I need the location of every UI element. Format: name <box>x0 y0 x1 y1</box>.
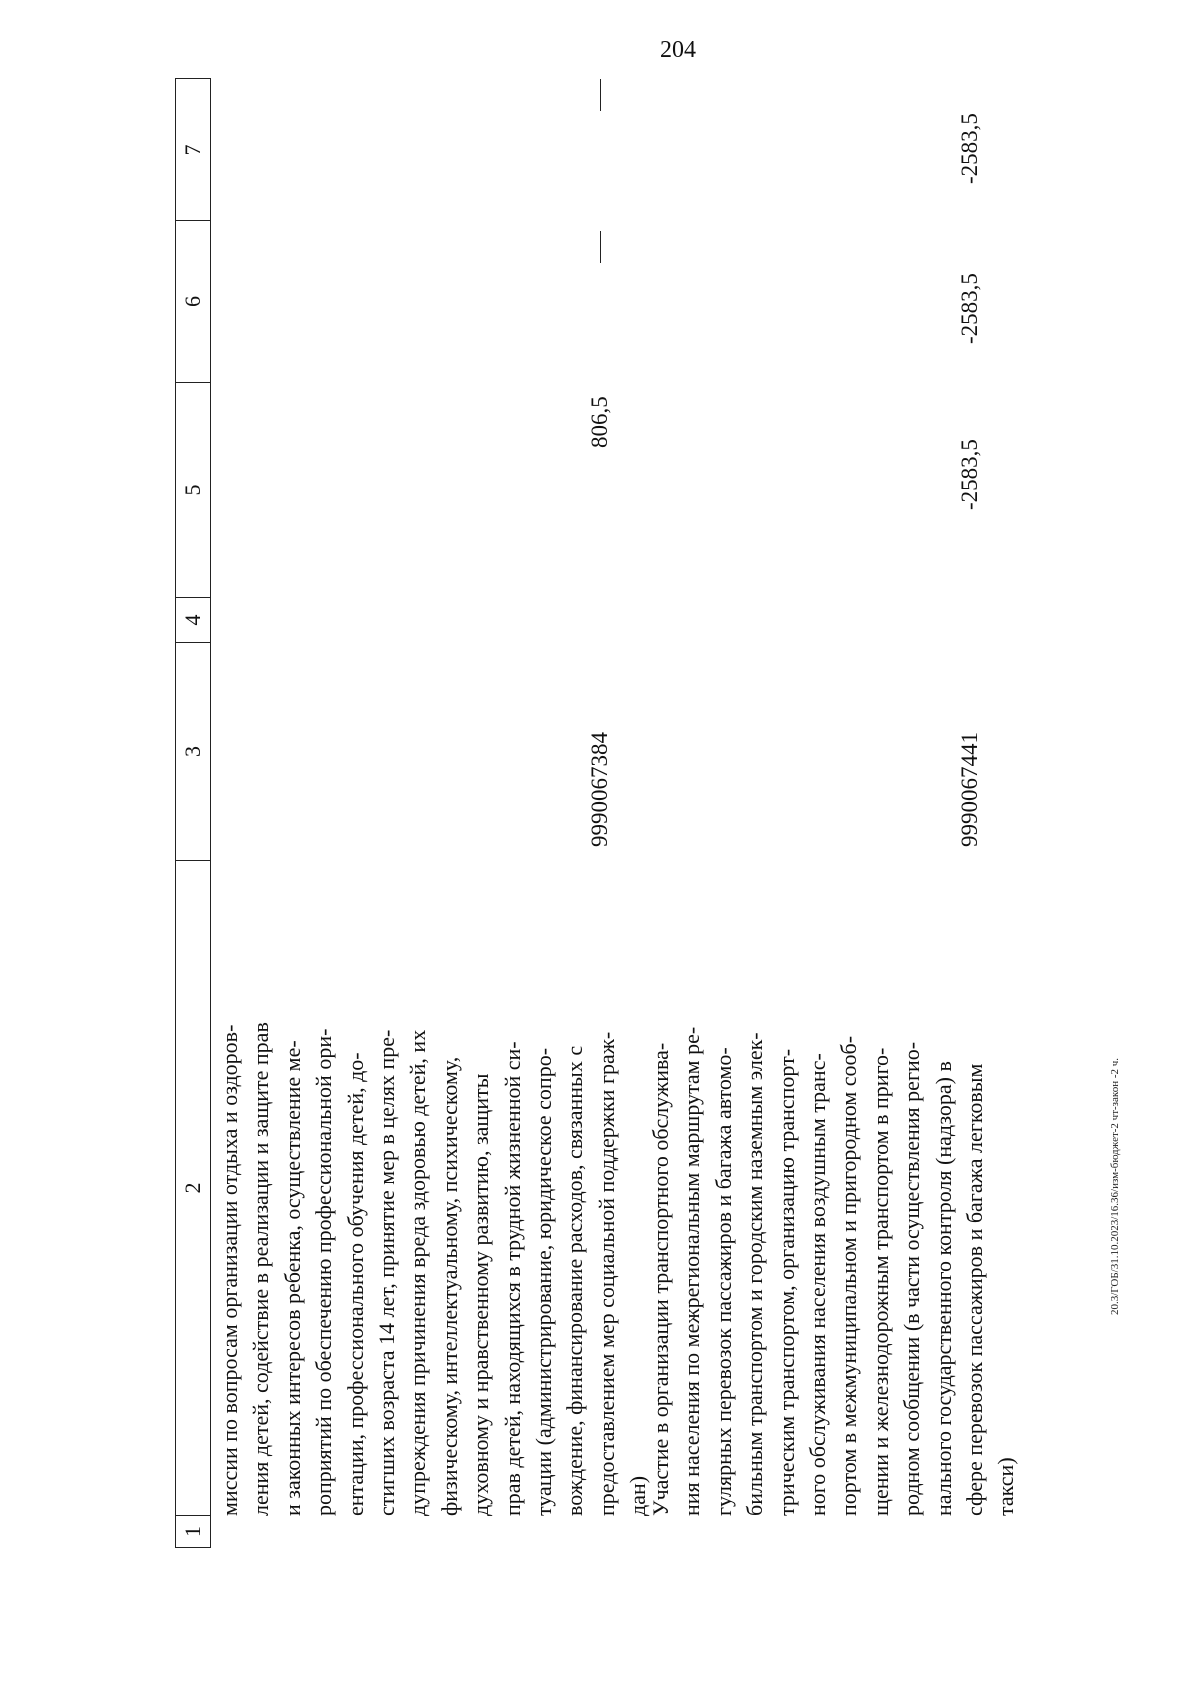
text-line: ния населения по межрегиональным маршрутам ре- <box>679 1026 705 1516</box>
text-line: портом в межмуниципальном и пригородном сооб- <box>836 1035 862 1516</box>
text-line: и законных интересов ребенка, осуществление ме- <box>279 1040 305 1516</box>
row-2-col6: -2583,5 <box>957 273 982 344</box>
text-line: сфере перевозок пассажиров и багажа легковым <box>962 1063 988 1516</box>
row-1-code: 9990067384 <box>587 732 612 847</box>
text-line: бильным транспортом и городским наземным элек- <box>742 1032 768 1516</box>
row-2-col7: -2583,5 <box>957 113 982 184</box>
document-footer: 20.3/ГОБ/31.10.2023/16.36/изм-бюджет-2 чт-закон -2 ч. <box>1109 1057 1121 1315</box>
header-cell-3: 3 <box>176 642 210 860</box>
row-1-col5: 806,5 <box>587 396 612 448</box>
text-line: дан) <box>625 1475 651 1516</box>
row-2-description <box>645 861 1022 1516</box>
header-cell-4: 4 <box>176 597 210 642</box>
text-line: миссии по вопросам организации отдыха и оздоров- <box>217 1024 242 1516</box>
text-line: Участие в организации транспортного обслужива- <box>648 1042 673 1516</box>
header-cell-6: 6 <box>176 220 210 382</box>
text-line: прав детей, находящихся в трудной жизненной си- <box>499 1041 525 1516</box>
text-line: стигших возраста 14 лет, принятие мер в целях пре- <box>374 1029 400 1516</box>
header-cell-5: 5 <box>176 382 210 597</box>
text-line: ления детей, содействие в реализации и защите прав <box>248 1022 274 1516</box>
text-line: нального государственного контроля (надзора) в <box>930 1061 956 1516</box>
text-line: гулярных перевозок пассажиров и багажа автомо- <box>710 1047 736 1516</box>
text-line: дупреждения причинения вреда здоровью детей, их <box>405 1029 431 1516</box>
row-2-col5: -2583,5 <box>957 439 982 510</box>
text-line: ного обслуживания населения воздушным транс- <box>805 1053 831 1516</box>
header-cell-1: 1 <box>176 1515 210 1547</box>
budget-table <box>175 76 1095 1548</box>
row-1-description <box>214 861 654 1516</box>
text-line: ентации, профессионального обучения детей, до- <box>342 1052 368 1516</box>
text-line: туации (администрирование, юридическое сопро- <box>531 1047 557 1516</box>
text-line: вождение, финансирование расходов, связанных с <box>562 1045 588 1516</box>
text-line: физическому, интеллектуальному, психическому, <box>436 1056 462 1516</box>
text-line: родном сообщении (в части осуществления регио- <box>899 1041 925 1516</box>
row-1-col6-dash <box>600 231 601 263</box>
row-1-col7-dash <box>600 79 601 111</box>
header-cell-7: 7 <box>180 144 205 156</box>
text-line: роприятий по обеспечению профессиональной ори- <box>311 1028 337 1516</box>
text-line: такси) <box>993 1457 1019 1516</box>
page-number: 204 <box>660 37 696 63</box>
table-header-row <box>175 78 211 1548</box>
text-line: предоставлением мер социальной поддержки граж- <box>593 1031 619 1516</box>
text-line: щении и железнодорожным транспортом в приго- <box>867 1047 893 1516</box>
header-cell-2: 2 <box>176 860 210 1515</box>
text-line: духовному и нравственному развитию, защиты <box>468 1073 494 1516</box>
text-line: трическим транспортом, организацию транспорт- <box>773 1048 799 1516</box>
row-2-code: 9990067441 <box>957 732 982 847</box>
